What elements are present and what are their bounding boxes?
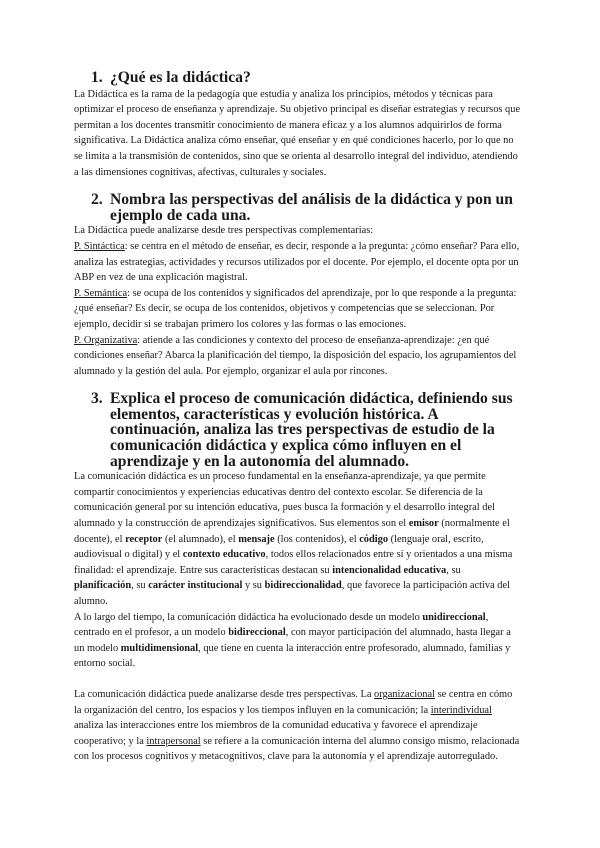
text-run: se centra en cómo la organización del centro, los espacios y los tiempos influyen en la comunicación; la xyxy=(74,688,513,716)
question-3-number: 3. xyxy=(91,390,103,408)
text-run: , con mayor participación del alumnado, hasta llegar a un modelo xyxy=(74,627,511,654)
paragraph-gap xyxy=(74,672,522,687)
question-1-answer: La Didáctica es la rama de la pedagogía que estudia y analiza los principios, métodos y técnicas para optimizar el proceso de enseñanza y aprendizaje. Su objetivo principal es diseñar estrategias y recursos que permitan a los docentes transmitir conocimiento de manera eficaz y a los alumnos adquirirlos de forma significativa. La Didáctica analiza cómo enseñar, qué enseñar y en qué condiciones hacerlo, por lo que no se limita a la transmisión de contenidos, sino que se orienta al desarrollo integral del individuo, atendiendo a las dimensiones cognitivas, afectivas, culturales y sociales. xyxy=(74,88,521,178)
question-1-title: ¿Qué es la didáctica? xyxy=(110,69,251,86)
perspective-syntactic-text: : se centra en el método de enseñar, es decir, responde a la pregunta: ¿cómo enseñar? Para ello, analiza las estrategias, actividades y recursos utilizados por el docente. Por ejemplo, el docente opta por un ABP en vez de una explicación magistral. xyxy=(74,240,520,284)
question-3-paragraph-elements xyxy=(74,469,522,609)
bold-term: emisor xyxy=(408,518,439,530)
perspective-semantic-label: P. Semántica xyxy=(74,287,128,299)
perspective-syntactic-label: P. Sintáctica xyxy=(74,240,125,252)
perspective-organizational xyxy=(74,333,522,380)
bold-term: carácter institucional xyxy=(148,580,243,592)
perspective-organizational-label: P. Organizativa xyxy=(74,334,138,346)
perspective-syntactic xyxy=(74,239,522,286)
text-run: La comunicación didáctica es un proceso fundamental en la enseñanza-aprendizaje, ya que permite compartir conocimientos y experiencias educativas dentro del contexto escolar. Se diferencia de la comunicación general por su intención educativa, pues busca la formación y el desarrollo integral del alumnado y la construcción de aprendizajes significativos. Sus elementos son el xyxy=(74,471,495,530)
text-run: La comunicación didáctica puede analizarse desde tres perspectivas. La xyxy=(74,688,375,700)
question-3-heading xyxy=(74,391,522,469)
text-run: , todos ellos relacionados entre sí y orientados a una misma finalidad: el aprendizaje. Entre sus características destacan su xyxy=(74,549,513,576)
question-2-number: 2. xyxy=(91,191,103,209)
text-run: , su xyxy=(446,564,461,576)
bold-term: código xyxy=(359,533,389,545)
perspective-semantic xyxy=(74,286,522,333)
question-3-paragraph-perspectives xyxy=(74,687,522,765)
text-run: (lenguaje oral, escrito, audiovisual o digital) y el xyxy=(74,533,484,561)
text-run: y su xyxy=(242,580,265,592)
question-3-title: Explica el proceso de comunicación didáctica, definiendo sus elementos, características y evolución histórica. A continuación, analiza las tres perspectivas de estudio de la comunicación didáctica y explica cómo influyen en el aprendizaje y en la autonomía del alumnado. xyxy=(110,390,513,470)
text-run: , centrado en el profesor, a un modelo xyxy=(74,611,489,639)
text-run: se refiere a la comunicación interna del alumno consigo mismo, relacionada con los procesos cognitivos y metacognitivos, clave para la autonomía y el aprendizaje autorregulado. xyxy=(74,735,520,763)
text-run: analiza las interacciones entre los miembros de la comunidad educativa y favorece el aprendizaje cooperativo; y la xyxy=(74,720,478,747)
bold-term: contexto educativo xyxy=(182,549,266,561)
question-2-heading xyxy=(74,192,522,223)
text-run: , que tiene en cuenta la interacción entre profesorado, alumnado, familias y entorno social. xyxy=(74,642,511,670)
question-2-intro: La Didáctica puede analizarse desde tres perspectivas complementarias: xyxy=(74,225,374,237)
underlined-term: intrapersonal xyxy=(146,735,201,747)
bold-term: unidireccional xyxy=(422,611,486,623)
text-run: , su xyxy=(131,580,149,592)
text-run: (normalmente el docente), el xyxy=(74,518,510,545)
text-run: A lo largo del tiempo, la comunicación didáctica ha evolucionado desde un modelo xyxy=(74,611,423,623)
underlined-term: organizacional xyxy=(374,688,435,700)
text-run: (los contenidos), el xyxy=(274,533,360,545)
question-1-heading xyxy=(74,70,522,86)
bold-term: bidireccional xyxy=(228,627,286,639)
text-run: (el alumnado), el xyxy=(162,533,239,545)
bold-term: planificación xyxy=(74,580,132,592)
perspective-semantic-text: : se ocupa de los contenidos y significados del aprendizaje, por lo que responde a la pregunta: ¿qué enseñar? Es decir, se ocupa de los contenidos, objetivos y competencias que se seleccionan. Por ejemplo, decidir si se trabajan primero los colores y las formas o las emociones. xyxy=(74,287,517,330)
bold-term: receptor xyxy=(125,533,163,545)
perspective-organizational-text: : atiende a las condiciones y contexto del proceso de enseñanza-aprendizaje: ¿en qué condiciones enseñar? Abarca la planificación del tiempo, la disposición del espacio, los agrupamientos del alumnado y la gestión del aula. Por ejemplo, organizar el aula por rincones. xyxy=(74,334,517,377)
question-1-number: 1. xyxy=(91,69,103,86)
underlined-term: interindividual xyxy=(430,704,492,716)
bold-term: intencionalidad educativa xyxy=(332,564,447,576)
question-2-title: Nombra las perspectivas del análisis de la didáctica y pon un ejemplo de cada una. xyxy=(110,191,513,224)
bold-term: bidireccionalidad xyxy=(264,580,342,592)
question-3-paragraph-evolution xyxy=(74,610,522,672)
bold-term: multidimensional xyxy=(120,642,199,654)
bold-term: mensaje xyxy=(238,533,275,545)
text-run: , que favorece la participación activa del alumno. xyxy=(74,580,510,607)
